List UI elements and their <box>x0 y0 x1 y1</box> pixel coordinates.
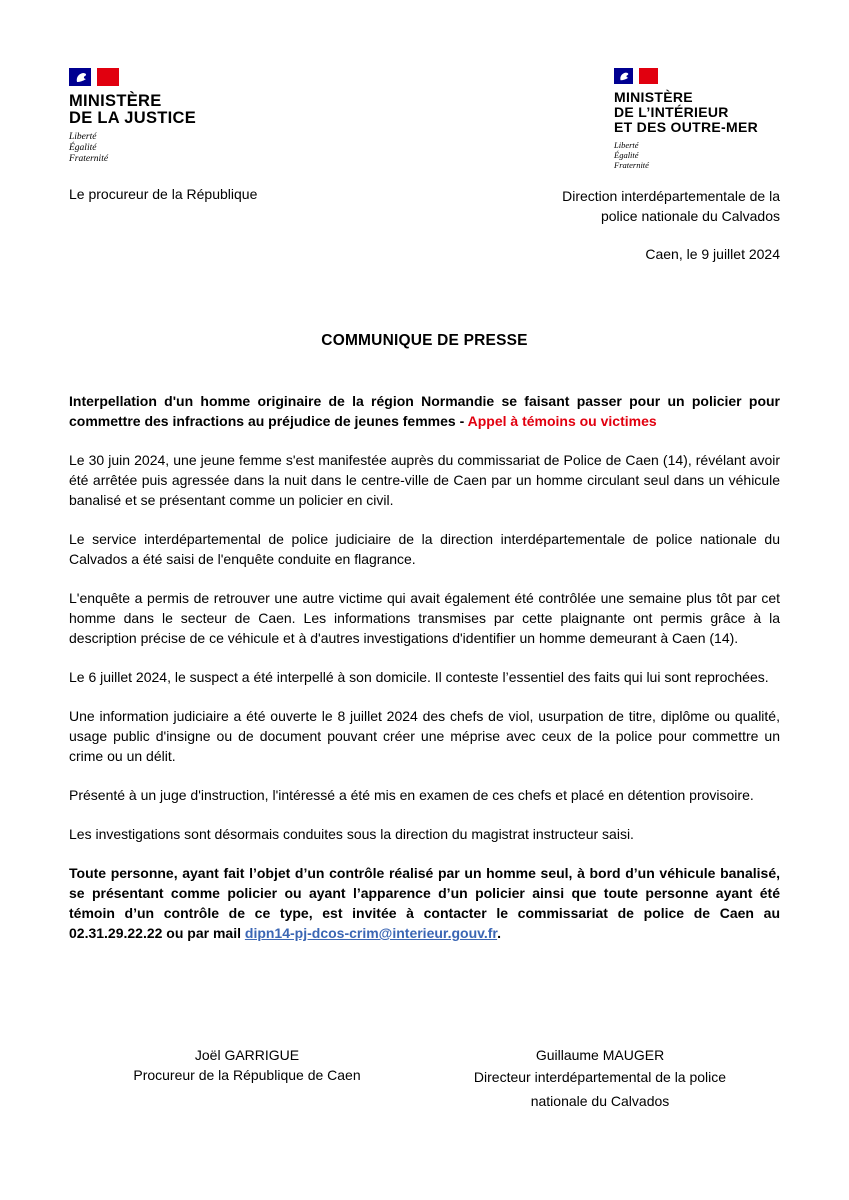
signatory-name: Guillaume MAUGER <box>535 1047 665 1063</box>
page-title: COMMUNIQUE DE PRESSE <box>321 332 528 349</box>
sender-police-direction <box>562 186 780 226</box>
headline-main: Interpellation d'un homme originaire de la région Normandie se faisant passer pour un policier pour commettre des infractions au préjudice de jeunes femmes <box>69 393 780 429</box>
document-date: Caen, le 9 juillet 2024 <box>645 246 780 262</box>
paragraph: Une information judiciaire a été ouverte le 8 juillet 2024 des chefs de viol, usurpation de titre, diplôme ou qualité, usage public d'insigne ou de document pouvant créer une méprise avec ceux de la police pour commettre un crime ou un délit. <box>69 708 780 764</box>
paragraph: Le service interdépartemental de police judiciaire de la direction interdépartementale de police nationale du Calvados a été saisi de l'enquête conduite en flagrance. <box>69 531 780 567</box>
paragraph: Les investigations sont désormais conduites sous la direction du magistrat instructeur saisi. <box>69 826 634 842</box>
ministry-name: MINISTÈRE DE LA JUSTICE <box>69 92 197 127</box>
sender-line: Direction interdépartementale de la <box>562 188 780 204</box>
marianne-icon <box>618 70 630 82</box>
interior-ministry-logo <box>614 68 758 170</box>
signatory-role: Procureur de la République de Caen <box>133 1067 361 1083</box>
headline <box>69 391 780 431</box>
headline-appeal: Appel à témoins ou victimes <box>467 413 657 429</box>
appeal-paragraph <box>69 863 780 943</box>
email-link[interactable]: dipn14-pj-dcos-crim@interieur.gouv.fr <box>244 925 498 941</box>
republic-motto: Liberté Égalité Fraternité <box>614 140 649 170</box>
signature-police-director <box>440 1045 760 1113</box>
justice-ministry-logo <box>69 68 196 165</box>
french-flag-icon <box>614 68 658 84</box>
sender-line: police nationale du Calvados <box>600 208 780 224</box>
sender-prosecutor: Le procureur de la République <box>69 186 258 202</box>
appeal-text: Toute personne, ayant fait l’objet d’un contrôle réalisé par un homme seul, à bord d’un véhicule banalisé, se présentant comme policier ou ayant l’apparence d’un policier ainsi que toute personne ayant été témoin d’un contrôle de ce type, est invitée à contacter le commissariat de police de Caen au 02.31.29.22.22 ou par mail <box>69 865 780 941</box>
marianne-icon <box>74 70 88 84</box>
paragraph: Le 30 juin 2024, une jeune femme s'est manifestée auprès du commissariat de Police de Caen (14), révélant avoir été arrêtée puis agressée dans la nuit dans le centre-ville de Caen par un homme circulant seul dans un véhicule banalisé et se présentant comme un policier en civil. <box>69 452 780 508</box>
signatory-role: nationale du Calvados <box>530 1093 670 1109</box>
signatory-role: Directeur interdépartemental de la police <box>473 1069 727 1085</box>
paragraph: Présenté à un juge d'instruction, l'intéressé a été mis en examen de ces chefs et placé en détention provisoire. <box>69 787 754 803</box>
signature-prosecutor <box>97 1045 397 1085</box>
french-flag-icon <box>69 68 119 86</box>
paragraph: L'enquête a permis de retrouver une autre victime qui avait également été contrôlée une semaine plus tôt par cet homme dans le secteur de Caen. Les informations transmises par cette plaignante ont permis grâce à la description précise de ce véhicule et à d'autres investigations d'identifier un homme demeurant à Caen (14). <box>69 590 780 646</box>
appeal-end: . <box>497 925 501 941</box>
press-release-body <box>69 391 780 962</box>
paragraph: Le 6 juillet 2024, le suspect a été interpellé à son domicile. Il conteste l’essentiel des faits qui lui sont reprochées. <box>69 669 769 685</box>
signatory-name: Joël GARRIGUE <box>194 1047 300 1063</box>
republic-motto: Liberté Égalité Fraternité <box>69 132 109 164</box>
ministry-name: MINISTÈRE DE L’INTÉRIEUR ET DES OUTRE-MER <box>614 89 759 135</box>
headline-separator: - <box>455 413 468 429</box>
